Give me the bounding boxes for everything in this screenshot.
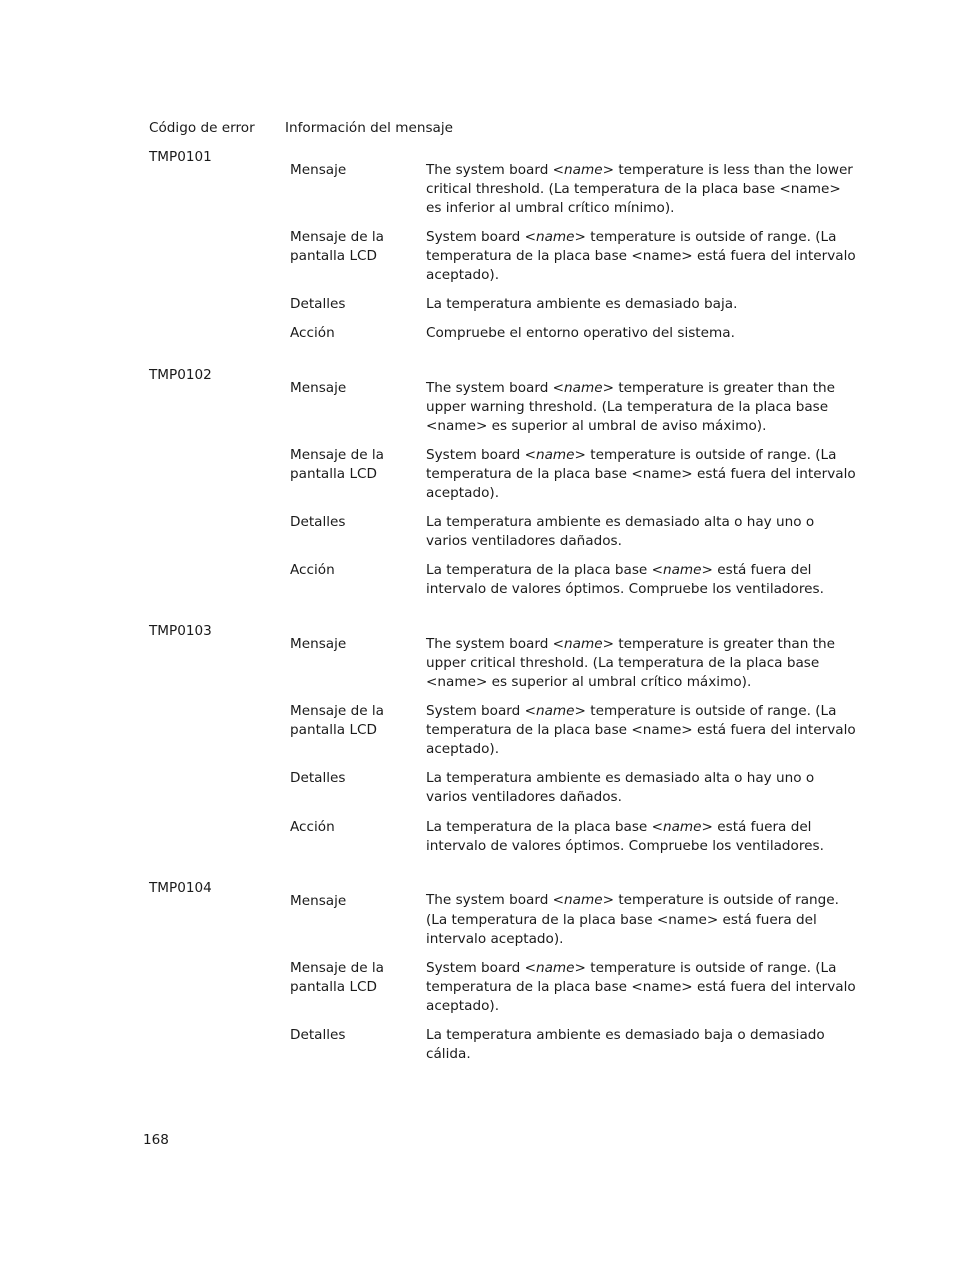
desc-line: <name> es superior al umbral de aviso máximo). (426, 418, 767, 434)
desc-line: upper warning threshold. (La temperatura de la placa base (426, 399, 829, 415)
desc-line: cálida. (426, 1046, 471, 1062)
label-lcd: Mensaje de la (290, 703, 385, 719)
desc-line: The system board <name> temperature is less than the lower (426, 162, 853, 178)
desc-line: aceptado). (426, 741, 500, 757)
desc-line: La temperatura ambiente es demasiado alta o hay uno o (426, 770, 815, 786)
label-detalles: Detalles (290, 514, 346, 530)
label-lcd: pantalla LCD (290, 248, 377, 264)
label-mensaje: Mensaje (290, 380, 347, 396)
desc-line: La temperatura ambiente es demasiado baja o demasiado (426, 1027, 825, 1043)
desc-line: aceptado). (426, 998, 500, 1014)
desc-line: varios ventiladores dañados. (426, 789, 622, 805)
desc-line: intervalo de valores óptimos. Compruebe los ventiladores. (426, 581, 824, 597)
label-detalles: Detalles (290, 1027, 346, 1043)
label-detalles: Detalles (290, 296, 346, 312)
header-message-info: Información del mensaje (285, 120, 454, 136)
desc-line: The system board <name> temperature is greater than the (426, 636, 836, 652)
desc-line: temperatura de la placa base <name> está fuera del intervalo (426, 466, 856, 482)
desc-line: temperatura de la placa base <name> está fuera del intervalo (426, 248, 856, 264)
desc-line: temperatura de la placa base <name> está fuera del intervalo (426, 979, 856, 995)
label-accion: Acción (290, 325, 335, 341)
desc-line: intervalo de valores óptimos. Compruebe los ventiladores. (426, 838, 824, 854)
label-lcd: Mensaje de la (290, 229, 385, 245)
desc-line: System board <name> temperature is outside of range. (La (426, 960, 837, 976)
label-lcd: Mensaje de la (290, 960, 385, 976)
label-accion: Acción (290, 819, 335, 835)
desc-line: La temperatura de la placa base <name> está fuera del (426, 819, 812, 835)
desc-line: varios ventiladores dañados. (426, 533, 622, 549)
desc-line: critical threshold. (La temperatura de la placa base <name> (426, 181, 841, 197)
desc-line: The system board <name> temperature is outside of range. (426, 892, 839, 908)
desc-line: intervalo aceptado). (426, 931, 564, 947)
error-code: TMP0104 (149, 880, 212, 896)
label-mensaje: Mensaje (290, 636, 347, 652)
desc-line: (La temperatura de la placa base <name> está fuera del (426, 912, 817, 928)
error-code: TMP0101 (149, 149, 212, 165)
desc-line: <name> es superior al umbral crítico máximo). (426, 674, 752, 690)
desc-line: System board <name> temperature is outside of range. (La (426, 703, 837, 719)
desc-line: La temperatura ambiente es demasiado baja. (426, 296, 738, 312)
label-lcd: pantalla LCD (290, 979, 377, 995)
desc-line: aceptado). (426, 267, 500, 283)
label-lcd: Mensaje de la (290, 447, 385, 463)
desc-line: temperatura de la placa base <name> está fuera del intervalo (426, 722, 856, 738)
desc-line: es inferior al umbral crítico mínimo). (426, 200, 675, 216)
label-accion: Acción (290, 562, 335, 578)
label-detalles: Detalles (290, 770, 346, 786)
label-lcd: pantalla LCD (290, 722, 377, 738)
desc-line: aceptado). (426, 485, 500, 501)
label-mensaje: Mensaje (290, 162, 347, 178)
label-lcd: pantalla LCD (290, 466, 377, 482)
header-error-code: Código de error (149, 120, 255, 136)
desc-line: La temperatura de la placa base <name> está fuera del (426, 562, 812, 578)
page-number: 168 (143, 1132, 169, 1148)
error-code: TMP0103 (149, 623, 212, 639)
error-code: TMP0102 (149, 367, 212, 383)
label-mensaje: Mensaje (290, 893, 347, 909)
desc-line: System board <name> temperature is outside of range. (La (426, 447, 837, 463)
desc-line: upper critical threshold. (La temperatura de la placa base (426, 655, 820, 671)
desc-line: Compruebe el entorno operativo del sistema. (426, 325, 735, 341)
desc-line: System board <name> temperature is outside of range. (La (426, 229, 837, 245)
desc-line: La temperatura ambiente es demasiado alta o hay uno o (426, 514, 815, 530)
desc-line: The system board <name> temperature is greater than the (426, 380, 836, 396)
